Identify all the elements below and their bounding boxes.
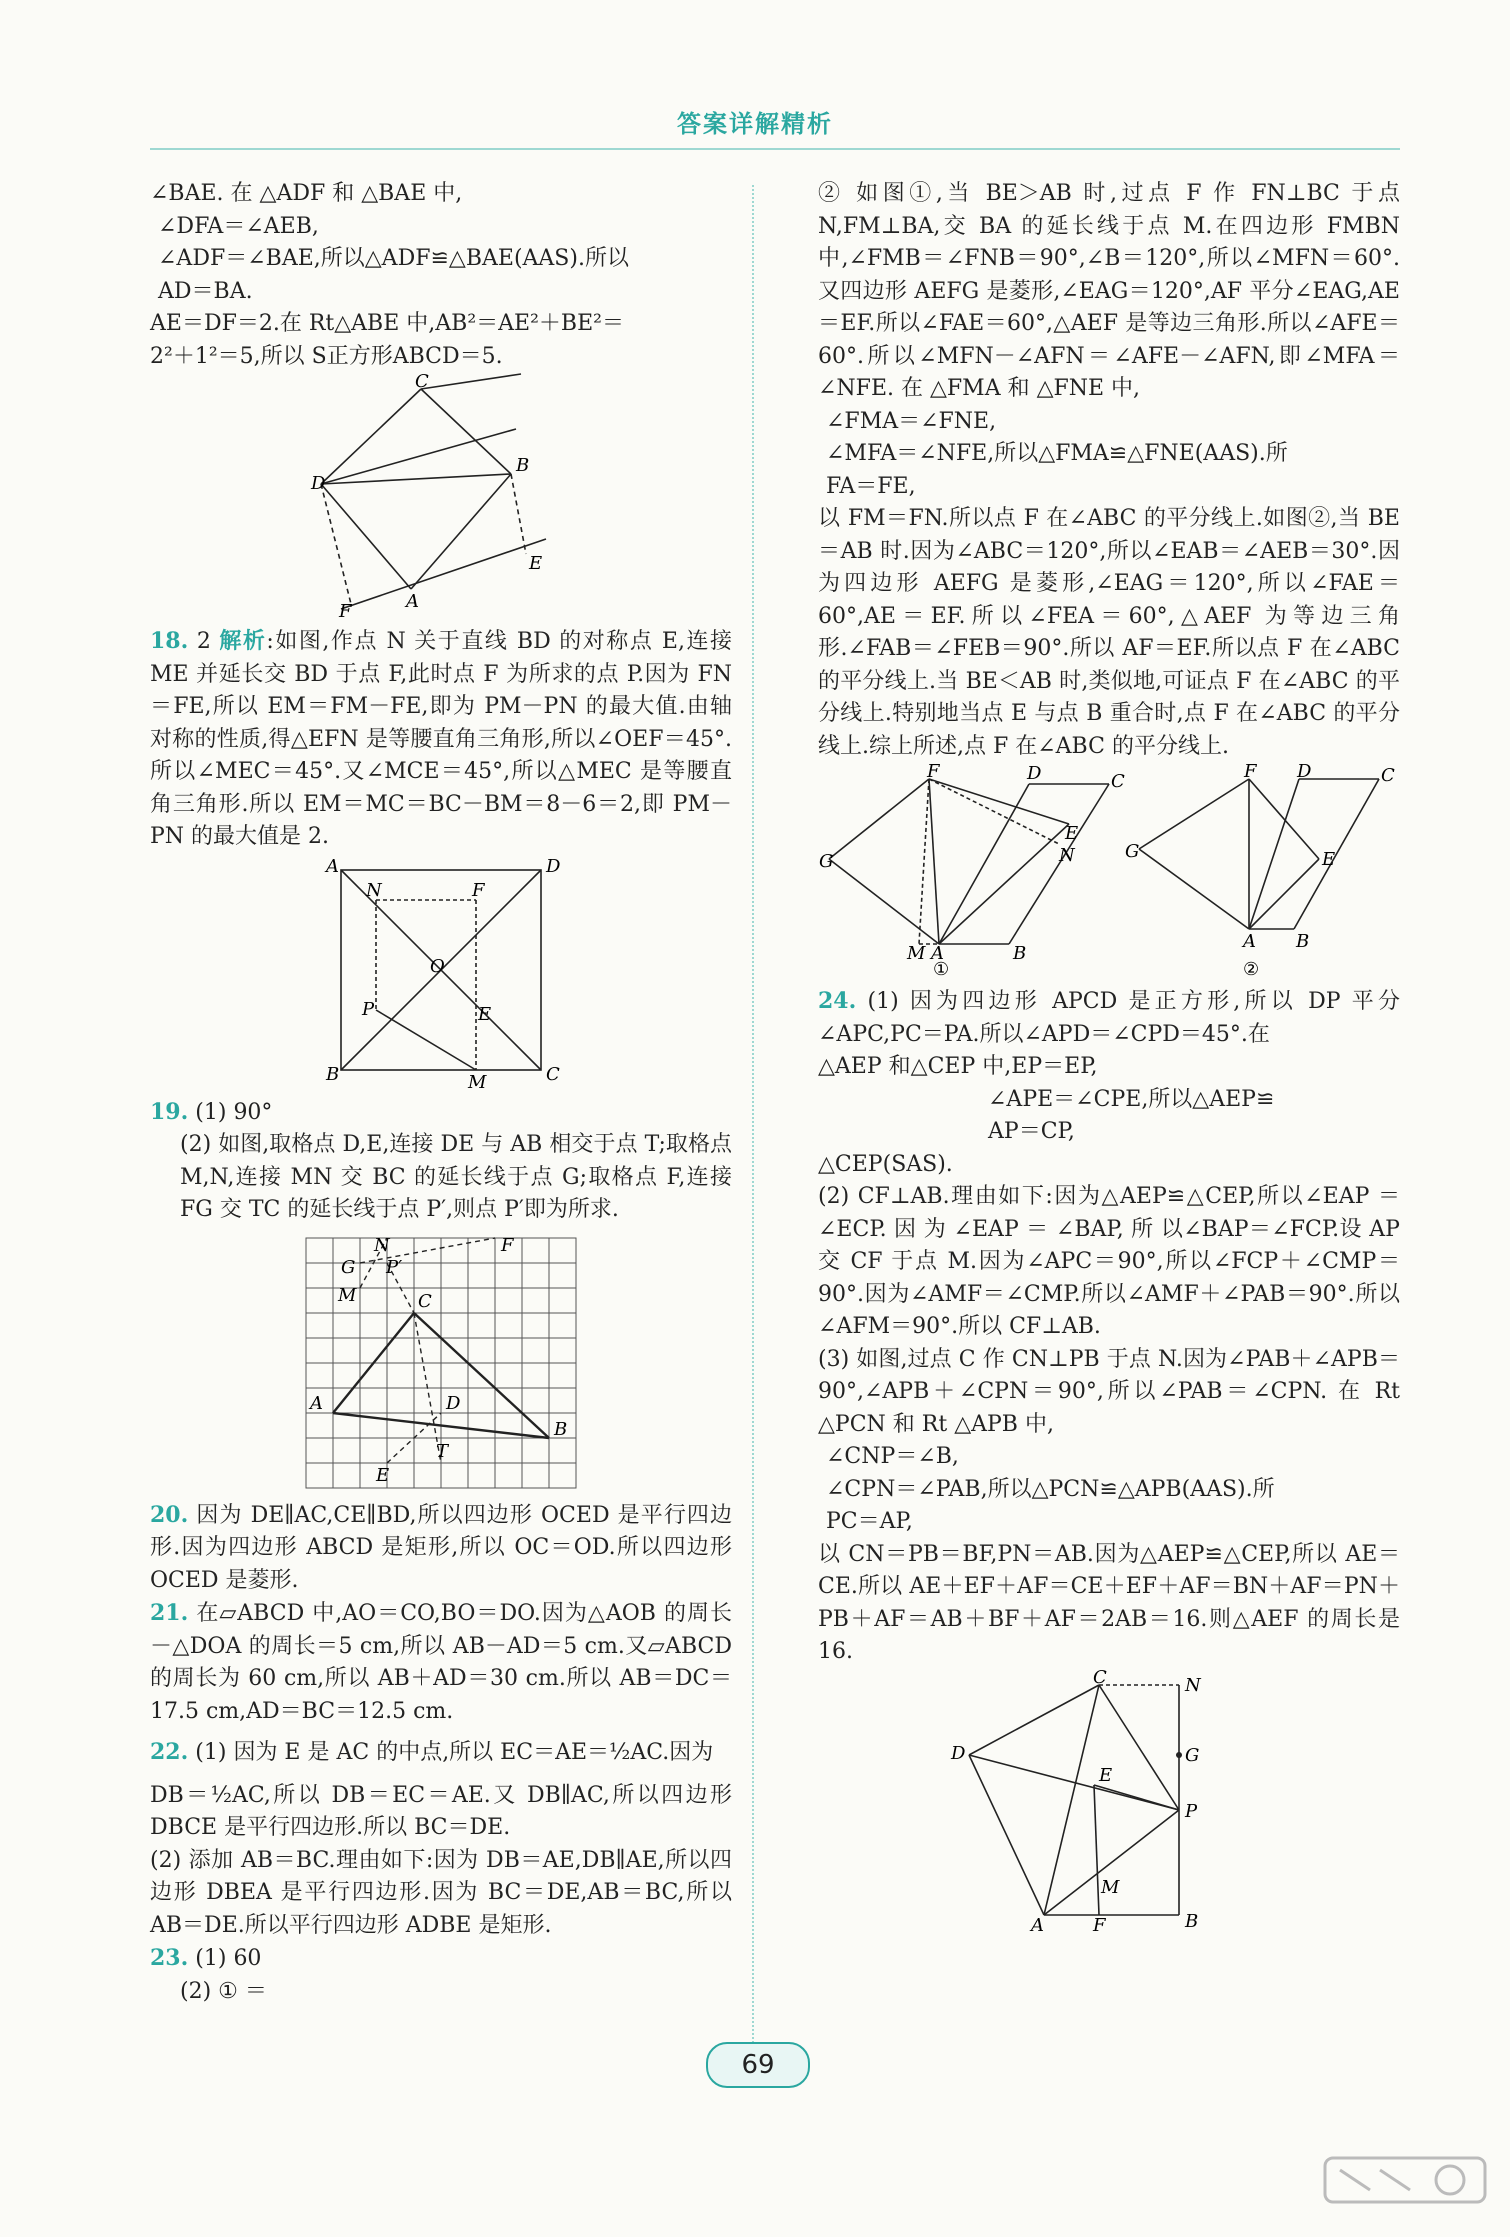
svg-text:B: B [1296, 931, 1310, 952]
svg-text:F: F [472, 879, 485, 901]
q24-part1: 24. (1) 因为四边形 APCD 是正方形,所以 DP 平分∠APC,PC＝PA.所以∠APD＝∠CPD＝45°.在 [818, 988, 1400, 1047]
left-column [150, 178, 732, 2008]
point-label-c: C [415, 371, 429, 392]
svg-text:E: E [1065, 823, 1079, 844]
q23-continuation: ② 如图①,当 BE＞AB 时,过点 F 作 FN⊥BC 于点 N,FM⊥BA,交 BA 的延长线于点 M.在四边形 FMBN 中,∠FMB＝∠FNB＝90°,∠B＝120°,所以∠MFN＝60°.又四边形 AEFG 是菱形,∠EAG＝120°,AF 平分∠EAG,AE＝EF.所以∠FAE＝60°,△AEF 是等边三角形.所以∠AFE＝60°.所以∠MFN－∠AFN＝∠AFE－∠AFN,即∠MFA＝∠NFE. 在 △FMA 和 △FNE 中, [818, 181, 1400, 401]
point-label-d: D [311, 473, 326, 494]
svg-text:A: A [1031, 1914, 1044, 1936]
q23-system-line: ∠FMA＝∠FNE, [826, 408, 997, 434]
q18-block [150, 625, 732, 854]
svg-text:M: M [907, 943, 926, 964]
q19-part1: 19. (1) 90° [150, 1098, 273, 1125]
q18-figure [326, 855, 561, 1093]
svg-text:E: E [1099, 1764, 1113, 1786]
q22-part2: (2) 添加 AB＝BC.理由如下:因为 DB＝AE,DB∥AE,所以四边形 DBEA 是平行四边形.因为 BC＝DE,AB＝BC,所以 AB＝DE.所以平行四边形 ADBE 是矩形. [150, 1847, 732, 1938]
svg-text:F: F [501, 1234, 514, 1256]
svg-text:T: T [436, 1440, 449, 1462]
pen-logo-icon [1320, 2150, 1490, 2230]
svg-text:F: F [927, 761, 940, 782]
page-number: 69 [706, 2042, 810, 2088]
q22-line2: DB＝½AC,所以 DB＝EC＝AE.又 DB∥AC,所以四边形 DBCE 是平行四边形.所以 BC＝DE. [150, 1782, 732, 1840]
svg-text:D: D [546, 855, 561, 877]
svg-text:B: B [554, 1418, 568, 1440]
q17-line: AD＝BA. [158, 278, 253, 304]
svg-text:G: G [1125, 841, 1140, 862]
q21-text: 在▱ABCD 中,AO＝CO,BO＝DO.因为△AOB 的周长－△DOA 的周长＝5 cm,所以 AB－AD＝5 cm.又▱ABCD 的周长为 60 cm,所以 AB＋AD＝30 cm.所以 AB＝DC＝17.5 cm,AD＝BC＝12.5 cm. [150, 1601, 732, 1724]
q20-text: 因为 DE∥AC,CE∥BD,所以四边形 OCED 是平行四边形.因为四边形 ABCD 是矩形,所以 OC＝OD.所以四边形 OCED 是菱形. [150, 1502, 732, 1593]
q17-line: ∠DFA＝∠AEB, [158, 213, 319, 239]
svg-text:P: P [362, 998, 375, 1020]
fig1-label: ① [933, 959, 950, 980]
svg-text:F: F [1093, 1914, 1106, 1936]
svg-text:E: E [376, 1464, 390, 1486]
q19-number: 19. [150, 1098, 189, 1125]
svg-text:A: A [310, 1392, 323, 1414]
page-header-title: 答案详解精析 [677, 110, 833, 138]
svg-text:C: C [546, 1063, 560, 1085]
fig2-label: ② [1243, 959, 1260, 980]
svg-text:B: B [1185, 1910, 1199, 1932]
q22-block: 22. (1) 因为 E 是 AC 的中点,所以 EC＝AE＝½AC.因为 [150, 1739, 714, 1765]
q17-figure [311, 371, 571, 622]
svg-text:A: A [931, 943, 944, 964]
header-rule [150, 148, 1400, 150]
q23-system-line: ∠MFA＝∠NFE,所以△FMA≌△FNE(AAS).所 [826, 441, 1288, 466]
q24-system-line: PC＝AP, [826, 1509, 913, 1534]
q24-system-line: △AEP 和△CEP 中,EP＝EP, [818, 1054, 1098, 1079]
q17-line: 2²＋1²＝5,所以 S正方形ABCD＝5. [150, 343, 503, 369]
svg-text:N: N [366, 879, 382, 901]
svg-text:E: E [1322, 849, 1336, 870]
svg-text:D: D [446, 1392, 461, 1414]
svg-text:N: N [1185, 1674, 1201, 1696]
svg-text:P: P [1185, 1800, 1198, 1822]
svg-text:P′: P′ [386, 1256, 403, 1278]
point-label-f: F [339, 601, 352, 622]
point-label-a: A [406, 591, 419, 612]
svg-text:M: M [1101, 1876, 1120, 1898]
q18-number: 18. [150, 628, 189, 654]
q20-block: 20. 因为 DE∥AC,CE∥BD,所以四边形 OCED 是平行四边形.因为四边形 ABCD 是矩形,所以 OC＝OD.所以四边形 OCED 是菱形. [150, 1501, 732, 1593]
svg-text:B: B [1013, 943, 1027, 964]
q18-jiexi-label: 解析 [219, 628, 267, 654]
q24-system-line: ∠APE＝∠CPE,所以△AEP≌ [988, 1086, 1275, 1112]
svg-text:M: M [468, 1071, 487, 1093]
right-column [818, 178, 1400, 1941]
svg-text:N: N [374, 1234, 390, 1256]
q17-line: AE＝DF＝2.在 Rt△ABE 中,AB²＝AE²＋BE²＝ [150, 311, 624, 336]
point-label-b: B [516, 455, 530, 476]
svg-text:G: G [341, 1256, 356, 1278]
q17-line: ∠ADF＝∠BAE,所以△ADF≌△BAE(AAS).所以 [158, 246, 629, 271]
q24-part2: (2) CF⊥AB.理由如下:因为△AEP≌△CEP,所以∠EAP ＝ ∠ECP. 因 为 ∠EAP ＝ ∠BAP, 所 以∠BAP＝∠FCP.设 AP 交 CF 于点 M.因为∠APC＝90°,所以∠FCP＋∠CMP＝90°.因为∠AMF＝∠CMP.所以∠AMF＋∠PAB＝90°.所以∠AFM＝90°.所以 CF⊥AB. [818, 1184, 1400, 1339]
q23-figures [819, 761, 1399, 980]
q24-figure [949, 1666, 1269, 1936]
q24-part1-end: △CEP(SAS). [818, 1151, 953, 1177]
svg-text:D: D [1027, 763, 1042, 784]
svg-text:A: A [326, 855, 339, 877]
svg-text:D: D [1297, 761, 1312, 782]
svg-text:A: A [1243, 931, 1256, 952]
svg-text:D: D [951, 1742, 966, 1764]
q23-system-line: FA＝FE, [826, 473, 916, 499]
svg-text:F: F [1244, 761, 1257, 782]
svg-text:M: M [338, 1284, 357, 1306]
point-label-e: E [529, 553, 543, 574]
svg-text:N: N [1059, 845, 1075, 866]
svg-text:E: E [478, 1003, 492, 1025]
q21-block: 21. 在▱ABCD 中,AO＝CO,BO＝DO.因为△AOB 的周长－△DOA 的周长＝5 cm,所以 AB－AD＝5 cm.又▱ABCD 的周长为 60 cm,所以 AB＋AD＝30 cm.所以 AB＝DC＝17.5 cm,AD＝BC＝12.5 cm. [150, 1600, 732, 1724]
svg-text:G: G [819, 851, 834, 872]
svg-text:B: B [326, 1063, 340, 1085]
q24-system-line: AP＝CP, [988, 1119, 1075, 1144]
q24-system-line: ∠CNP＝∠B, [826, 1444, 959, 1469]
q24-part3: (3) 如图,过点 C 作 CN⊥PB 于点 N.因为∠PAB＋∠APB＝90°,∠APB＋∠CPN＝90°,所以∠PAB＝∠CPN. 在 Rt △PCN 和 Rt △APB 中, [818, 1346, 1400, 1437]
q23-part2: (2) ① ＝ [180, 1978, 267, 2004]
q23-continuation-2: 以 FM＝FN.所以点 F 在∠ABC 的平分线上.如图②,当 BE＝AB 时.因为∠ABC＝120°,所以∠EAB＝∠AEB＝30°.因为四边形 AEFG 是菱形,∠EAG＝120°,所以∠FAE＝60°,AE＝EF.所以∠FEA＝60°,△AEF 为等边三角形.∠FAB＝∠FEB＝90°.所以 AF＝EF.所以点 F 在∠ABC 的平分线上.当 BE＜AB 时,类似地,可证点 F 在∠ABC 的平分线上.特别地当点 E 与点 B 重合时,点 F 在∠ABC 的平分线上.综上所述,点 F 在∠ABC 的平分线上. [818, 506, 1400, 759]
svg-text:C: C [1381, 765, 1395, 786]
q23-part1: 23. (1) 60 [150, 1945, 262, 1971]
svg-text:C: C [418, 1290, 432, 1312]
q18-text: :如图,作点 N 关于直线 BD 的对称点 E,连接 ME 并延长交 BD 于点 F,此时点 F 为所求的点 P.因为 FN＝FE,所以 EM＝FM－FE,即为 PM－PN 的最大值.由轴对称的性质,得△EFN 是等腰直角三角形,所以∠OEF＝45°.所以∠MEC＝45°.又∠MCE＝45°,所以△MEC 是等腰直角三角形.所以 EM＝MC＝BC－BM＝8－6＝2,即 PM－PN 的最大值是 2. [150, 629, 732, 849]
svg-text:C: C [1093, 1666, 1107, 1688]
q24-system-line: ∠CPN＝∠PAB,所以△PCN≌△APB(AAS).所 [826, 1476, 1275, 1502]
svg-text:C: C [1111, 771, 1125, 792]
q22-line1: (1) 因为 E 是 AC 的中点,所以 EC＝AE＝½AC.因为 [195, 1740, 714, 1765]
q19-grid-figure [296, 1233, 586, 1493]
q18-answer: 2 [196, 629, 211, 654]
q19-part2: (2) 如图,取格点 D,E,连接 DE 与 AB 相交于点 T;取格点 M,N,连接 MN 交 BC 的延长线于点 G;取格点 F,连接 FG 交 TC 的延长线于点 P′,则点 P′即为所求. [180, 1132, 732, 1222]
q24-part3-end: 以 CN＝PB＝BF,PN＝AB.因为△AEP≌△CEP,所以 AE＝CE.所以 AE＋EF＋AF＝CE＋EF＋AF＝BN＋AF＝PN＋PB＋AF＝AB＋BF＋AF＝2AB＝16.则△AEF 的周长是 16. [818, 1541, 1400, 1664]
q17-line: ∠BAE. 在 △ADF 和 △BAE 中, [150, 181, 463, 206]
svg-text:O: O [430, 955, 445, 977]
svg-text:G: G [1185, 1744, 1200, 1766]
column-divider [752, 185, 754, 2075]
